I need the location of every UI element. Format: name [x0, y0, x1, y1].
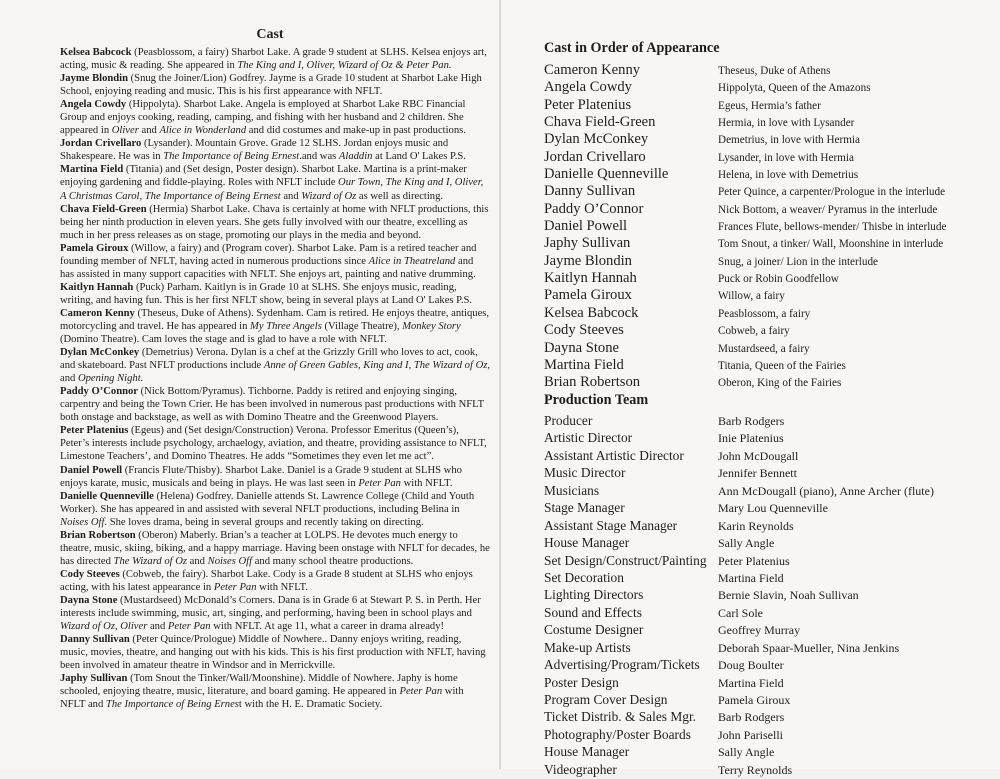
cast-row-name: Brian Robertson — [544, 374, 641, 391]
cast-row — [544, 357, 984, 374]
team-row-role: Barb Rodgers — [718, 710, 785, 725]
cast-row-name: Danny Sullivan — [544, 183, 636, 200]
team-row — [544, 500, 984, 517]
cast-member-name: Jayme Blondin — [60, 73, 128, 85]
production-title: Peter Pan — [358, 477, 401, 489]
cast-row — [544, 114, 984, 131]
cast-bio — [60, 490, 490, 529]
cast-member-name: Cameron Kenny — [60, 307, 135, 319]
cast-row-role: Puck or Robin Goodfellow — [718, 273, 839, 286]
team-row — [544, 657, 984, 674]
team-row-role: Ann McDougall (piano), Anne Archer (flute) — [718, 483, 934, 498]
production-title: Peter Pan — [213, 581, 257, 593]
team-row-role: Inie Platenius — [718, 431, 784, 446]
production-title: King and I, The Wizard of Oz, — [363, 360, 490, 372]
team-row — [544, 727, 984, 744]
production-title: Oliver — [120, 621, 148, 633]
cast-row-role: Oberon, King of the Fairies — [718, 377, 842, 390]
cast-member-name: Pamela Giroux — [60, 242, 129, 254]
cast-member-name: Dayna Stone — [60, 594, 118, 606]
cast-member-name: Chava Field-Green — [60, 203, 147, 215]
cast-member-name: Jordan Crivellaro — [60, 138, 142, 150]
cast-row-role: Cobweb, a fairy — [718, 325, 790, 338]
cast-row-name: Danielle Quenneville — [544, 166, 669, 183]
cast-bio — [60, 672, 490, 711]
team-row-name: House Manager — [544, 535, 630, 551]
bio-text: (Mustardseed) McDonald’s Corners. Dana is in Grade 6 at Stewart P. S. in Perth. Her interests include swimming, music, art, singing, and performing, having been in school plays and — [60, 594, 481, 620]
team-row — [544, 744, 984, 761]
cast-bio — [60, 307, 490, 346]
cast-row — [544, 287, 984, 304]
team-row-role: Martina Field — [718, 675, 784, 690]
team-row-name: Videographer — [544, 761, 617, 777]
cast-member-name: Paddy O’Connor — [60, 386, 138, 398]
team-row-name: House Manager — [544, 744, 630, 760]
cast-member-name: Danny Sullivan — [60, 634, 130, 646]
cast-row — [544, 322, 984, 339]
cast-bio — [60, 163, 490, 202]
bio-text: as well as directing. — [356, 190, 444, 202]
team-row-name: Musicians — [544, 482, 600, 498]
cast-row-name: Kelsea Babcock — [544, 304, 639, 321]
cast-member-name: Kelsea Babcock — [60, 47, 132, 58]
cast-row-name: Dylan McConkey — [544, 131, 649, 148]
cast-row-name: Kaitlyn Hannah — [544, 270, 637, 287]
cast-member-name: Daniel Powell — [60, 464, 123, 476]
bio-text: (Hippolyta). Sharbot Lake. Angela is employed at Sharbot Lake RBC Financial Group and enjoys cooking, reading, camping, and fishing with her husband and 2 children. She appeared in — [60, 99, 466, 137]
left-page — [0, 0, 500, 769]
cast-row-role: Snug, a joiner/ Lion in the interlude — [718, 255, 879, 268]
bio-text: with NFLT. At age 11, what a career in drama already! — [210, 621, 445, 633]
cast-row-role: Hippolyta, Queen of the Amazons — [718, 82, 871, 95]
cast-row-role: Frances Flute, bellows-mender/ Thisbe in interlude — [718, 221, 947, 234]
cast-row — [544, 374, 984, 391]
team-row-name: Artistic Director — [544, 430, 633, 446]
team-row-role: Bernie Slavin, Noah Sullivan — [718, 588, 859, 603]
production-title: Peter Pan — [167, 621, 211, 633]
production-title: Noises Off. — [60, 516, 108, 528]
bio-text: (Egeus) and (Set design/Construction) Verona. Professor Emeritus (Queen’s), Peter’s interests include psychology, archaelogy, aviation, and theatre, providing assistance to NFLT, Limestone Teachers’, and Domino Theatres. He adds “Sometimes they even let me act”. — [60, 425, 487, 463]
cast-bio — [60, 633, 490, 672]
cast-member-name: Cody Steeves — [60, 568, 120, 580]
bio-text: (Peasblossom, a fairy) Sharbot Lake. A grade 9 student at SLHS. Kelsea enjoys art, acting, music & reading. She appeared in — [60, 47, 487, 72]
production-title: Alice in Theatreland — [368, 255, 456, 267]
production-title: Monkey Story — [402, 320, 461, 332]
bio-text: (Titania) and (Set design, Poster design). Sharbot Lake. Martina is a print-maker enjoying gardening and fiddle-playing. Roles with NFLT include — [60, 164, 467, 189]
cast-row-role: Hermia, in love with Lysander — [718, 117, 855, 130]
team-row — [544, 518, 984, 535]
cast-row-name: Cody Steeves — [544, 322, 624, 339]
team-row-name: Set Design/Construct/Painting — [544, 552, 707, 568]
bio-text: (Cobweb, the fairy). Sharbot Lake. Cody is a Grade 8 student at SLHS who enjoys acting, with his latest appearance in — [60, 568, 473, 593]
cast-member-name: Martina Field — [60, 164, 124, 176]
cast-row — [544, 131, 984, 148]
team-row-name: Music Director — [544, 465, 626, 481]
cast-row-role: Willow, a fairy — [718, 290, 785, 303]
cast-row-role: Helena, in love with Demetrius — [718, 169, 859, 182]
team-row-name: Ticket Distrib. & Sales Mgr. — [544, 709, 697, 725]
team-row — [544, 465, 984, 482]
cast-bio — [60, 46, 490, 72]
cast-row — [544, 270, 984, 287]
cast-member-name: Angela Cowdy — [60, 99, 127, 111]
team-row — [544, 622, 984, 639]
team-row-name: Costume Designer — [544, 622, 644, 638]
team-row — [544, 535, 984, 552]
production-title: Alice in Wonderland — [159, 125, 247, 137]
cast-row-name: Paddy O’Connor — [544, 200, 644, 217]
bio-text: (Nick Bottom/Pyramus). Tichborne. Paddy is retired and enjoying singing, carpentry and being the Town Crier. He has been involved in numerous past productions with NFLT both onstage and backstage, as well as with Domino Theatre and the Greenwood Players. — [60, 386, 484, 424]
team-row-role: Carl Sole — [718, 605, 763, 620]
bio-text: and many school theatre productions. — [252, 555, 414, 567]
team-row — [544, 430, 984, 447]
bio-text: (Helena) Godfrey. Danielle attends St. Lawrence College (Child and Youth Worker). She has appeared in and assisted with several NFLT productions, including Belina in — [60, 490, 475, 515]
bio-text: with NFLT. — [400, 477, 453, 489]
team-row-name: Assistant Stage Manager — [544, 517, 678, 533]
team-row-role: Barb Rodgers — [718, 414, 785, 428]
cast-row — [544, 201, 984, 218]
bio-text: , — [357, 360, 364, 372]
team-row-name: Poster Design — [544, 674, 619, 690]
bio-text: (Oberon) Maberly. Brian’s a teacher at LOLPS. He devotes much energy to theatre, music, skiing, biking, and a happy marriage. Having been onstage with NFLT for decades, he has directed — [60, 529, 490, 567]
production-title: Oliver — [111, 125, 139, 137]
bio-text: and — [138, 125, 160, 137]
bio-text: and — [60, 373, 78, 385]
team-row-name: Set Decoration — [544, 569, 624, 585]
bio-text: and has assisted in many support capacities with NFLT. She enjoys art, painting and native drumming. — [60, 255, 476, 280]
cast-bio — [60, 98, 490, 137]
cast-row-role: Mustardseed, a fairy — [718, 342, 810, 355]
team-row-role: Sally Angle — [718, 536, 775, 551]
team-row-role: Terry Reynolds — [718, 762, 793, 777]
cast-bio — [60, 424, 490, 463]
cast-row-name: Daniel Powell — [544, 218, 628, 235]
production-title: Wizard of Oz — [301, 190, 357, 202]
bio-text: (Willow, a fairy) and (Program cover). Sharbot Lake. Pam is a retired teacher and founding member of NFLT, having acted in numerous productions since — [60, 242, 477, 267]
cast-bio — [60, 464, 490, 490]
production-title: My Three Angels — [250, 320, 322, 332]
cast-row — [544, 62, 984, 79]
bio-text: She loves drama, being in several groups and recently taking on directing. — [107, 516, 424, 528]
cast-order-list — [544, 62, 984, 392]
cast-row-role: Tom Snout, a tinker/ Wall, Moonshine in interlude — [718, 238, 944, 251]
cast-row-name: Jordan Crivellaro — [544, 148, 646, 165]
cast-bio — [60, 568, 490, 594]
bio-text: (Village Theatre), — [321, 320, 403, 332]
cast-bio — [60, 203, 490, 242]
team-row-role: John Pariselli — [718, 727, 783, 742]
team-row-name: Make-up Artists — [544, 639, 631, 655]
cast-row-role: Peasblossom, a fairy — [718, 307, 811, 320]
cast-row-name: Peter Platenius — [544, 96, 632, 113]
production-title: The King and I, Oliver, Wizard of Oz & Peter Pan. — [237, 60, 452, 72]
cast-row — [544, 166, 984, 183]
team-row — [544, 640, 984, 657]
team-row — [544, 448, 984, 465]
cast-row — [544, 149, 984, 166]
team-row-name: Sound and Effects — [544, 604, 642, 620]
bio-text: (Peter Quince/Prologue) Middle of Nowhere.. Danny enjoys writing, reading, music, movies, theatre, and hanging out with his kids. This is his first production with NFLT, having been involved in amateur theatre in Windsor and in Merrickville. — [60, 634, 486, 672]
cast-member-name: Brian Robertson — [60, 529, 136, 541]
cast-row-role: Nick Bottom, a weaver/ Pyramus in the interlude — [718, 203, 938, 216]
production-title: The Importance of Being Ernes — [105, 699, 239, 711]
cast-bio — [60, 594, 490, 633]
cast-member-name: Dylan McConkey — [60, 347, 140, 359]
bio-text: and did costumes and make-up in past productions. — [246, 125, 466, 137]
cast-bio — [60, 137, 490, 163]
cast-bio — [60, 346, 490, 385]
bio-text: (Tom Snout the Tinker/Wall/Moonshine). Middle of Nowhere. Japhy is home schooled, enjoying theatre, music, literature, and board gaming. He appeared in — [60, 673, 458, 698]
team-row-role: John McDougall — [718, 448, 799, 463]
team-row-name: Stage Manager — [544, 500, 625, 516]
cast-bio — [60, 529, 490, 568]
cast-row-role: Titania, Queen of the Fairies — [718, 359, 846, 372]
bio-text: (Domino Theatre). Cam loves the stage and is glad to have a role with NFLT. — [60, 334, 387, 346]
cast-row-role: Theseus, Duke of Athens — [718, 65, 831, 77]
cast-row — [544, 253, 984, 270]
cast-member-name: Danielle Quenneville — [60, 490, 154, 502]
team-row-role: Karin Reynolds — [718, 518, 794, 533]
cast-row-name: Dayna Stone — [544, 339, 619, 356]
team-row-role: Deborah Spaar-Mueller, Nina Jenkins — [718, 640, 900, 655]
team-row — [544, 587, 984, 604]
team-row-name: Producer — [544, 413, 593, 428]
bio-text: (Hermia) Sharbot Lake. Chava is certainly at home with NFLT productions, this being her ninth production in eleven years. She gets fully involved with our theatre, excelling as much in her press releases as on stage, promoting our plays in the media and beyond. — [60, 203, 489, 241]
cast-bios — [60, 46, 490, 711]
team-row-name: Assistant Artistic Director — [544, 447, 684, 463]
cast-row — [544, 183, 984, 200]
cast-row — [544, 305, 984, 322]
team-row — [544, 675, 984, 692]
bio-text: (Snug the Joiner/Lion) Godfrey. Jayme is a Grade 10 student at Sharbot Lake High School, enjoying reading and music. This is his first appearance with NFLT. — [60, 73, 482, 98]
production-team-list — [544, 413, 984, 779]
cast-row — [544, 97, 984, 114]
bio-text: with NFLT. — [256, 581, 309, 593]
cast-row-name: Angela Cowdy — [544, 79, 632, 96]
cast-member-name: Peter Platenius — [60, 425, 129, 437]
team-row-name: Photography/Poster Boards — [544, 726, 691, 742]
cast-row-role: Lysander, in love with Hermia — [718, 151, 854, 164]
team-row-role: Martina Field — [718, 570, 784, 585]
cast-bio — [60, 242, 490, 281]
cast-row-name: Jayme Blondin — [544, 252, 632, 269]
production-title: Noises Off — [207, 555, 253, 567]
production-team-heading: Production Team — [544, 392, 649, 408]
cast-row-name: Pamela Giroux — [544, 287, 632, 304]
cast-row — [544, 235, 984, 252]
production-title: Anne of Green Gables — [263, 360, 358, 372]
bio-text: and — [280, 190, 302, 202]
cast-row-role: Peter Quince, a carpenter/Prologue in the interlude — [718, 186, 946, 199]
production-title: Peter Pan — [399, 686, 443, 698]
cast-row — [544, 218, 984, 235]
team-row — [544, 413, 984, 430]
production-title: The Importance of Being Ernest — [163, 151, 300, 163]
cast-row — [544, 79, 984, 96]
cast-row-name: Cameron Kenny — [544, 62, 641, 78]
production-title: Our Town, The King and I, Oliver, A Christmas Carol, The Importance of Being Ernest — [60, 177, 484, 202]
cast-row — [544, 340, 984, 357]
cast-row-name: Martina Field — [544, 356, 624, 373]
production-title: Wizard of Oz — [60, 621, 115, 633]
team-row-role: Mary Lou Quenneville — [718, 501, 828, 516]
team-row — [544, 762, 984, 779]
team-row-role: Doug Boulter — [718, 658, 784, 673]
cast-row-name: Japhy Sullivan — [544, 235, 631, 252]
team-row — [544, 605, 984, 622]
cast-bio — [60, 385, 490, 424]
bio-text: (Demetrius) Verona. Dylan is a chef at the Grizzly Grill who loves to act, cook, and skateboard. Past NFLT productions include — [60, 347, 478, 372]
team-row-name: Program Cover Design — [544, 692, 668, 707]
bio-text: t with the H. E. Dramatic Society. — [238, 699, 383, 711]
team-row-name: Lighting Directors — [544, 587, 644, 603]
bio-text: at Land O' Lakes P.S. — [372, 151, 466, 163]
production-title: Aladdin — [338, 151, 373, 163]
cast-order-heading: Cast in Order of Appearance — [544, 40, 720, 56]
team-row-role: Pamela Giroux — [718, 693, 791, 707]
bio-text: (Francis Flute/Thisby). Sharbot Lake. Daniel is a Grade 9 student at SLHS who enjoys karate, music, musicals and being in plays. He was last seen in — [60, 464, 462, 489]
bio-text: (Theseus, Duke of Athens). Sydenham. Cam is retired. He enjoys theatre, antiques, motorcycling and travel. He has appeared in — [60, 307, 490, 332]
team-row — [544, 553, 984, 570]
team-row-role: Peter Platenius — [718, 553, 790, 568]
team-row-role: Jennifer Bennett — [718, 466, 797, 481]
bio-text: .and was — [299, 151, 339, 163]
team-row-name: Advertising/Program/Tickets — [544, 657, 700, 673]
bio-text: and — [147, 621, 168, 633]
cast-bio — [60, 72, 490, 98]
cast-member-name: Japhy Sullivan — [60, 673, 128, 685]
cast-row-role: Egeus, Hermia’s father — [718, 99, 821, 112]
bio-text: with NFLT and — [60, 686, 464, 711]
production-title: The Wizard of Oz — [113, 555, 188, 567]
team-row — [544, 570, 984, 587]
bio-text: (Puck) Parham. Kaitlyn is in Grade 10 at SLHS. She enjoys music, reading, writing, and having fun. This is her first NFLT show, being in several plays at Land O' Lakes P.S. — [60, 281, 473, 306]
bio-text: , — [114, 621, 121, 633]
team-row-role: Geoffrey Murray — [718, 623, 801, 638]
team-row — [544, 483, 984, 500]
bio-text: (Lysander). Mountain Grove. Grade 12 SLHS. Jordan enjoys music and Shakespeare. He was in — [60, 138, 449, 163]
cast-title: Cast — [256, 27, 284, 42]
team-row-role: Sally Angle — [718, 745, 775, 760]
cast-row-role: Demetrius, in love with Hermia — [718, 134, 860, 147]
cast-row-name: Chava Field-Green — [544, 114, 656, 131]
bio-text: and — [187, 555, 208, 567]
team-row — [544, 709, 984, 726]
team-row — [544, 692, 984, 709]
cast-member-name: Kaitlyn Hannah — [60, 281, 134, 293]
cast-bio — [60, 281, 490, 307]
production-title: Opening Night. — [77, 373, 144, 385]
